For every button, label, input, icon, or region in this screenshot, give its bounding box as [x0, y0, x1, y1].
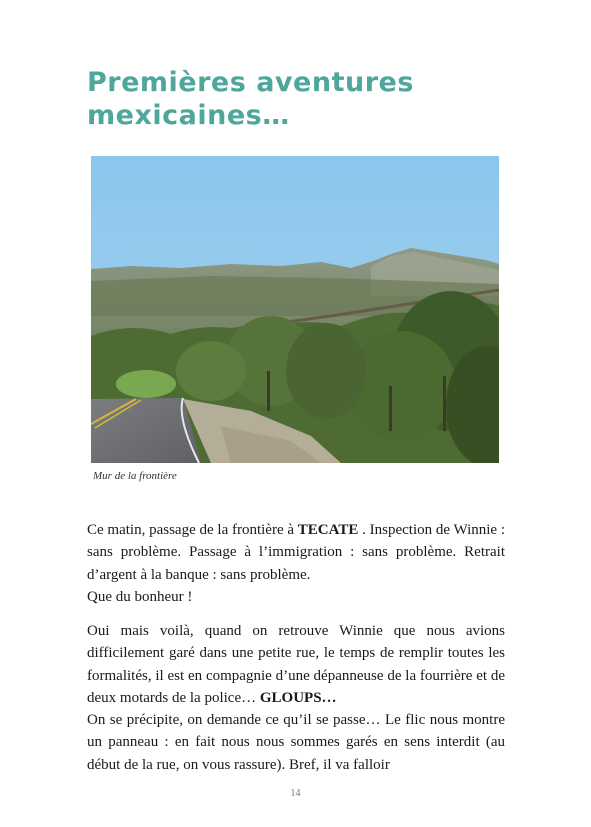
paragraph-1-exclamation: Que du bonheur !: [87, 588, 193, 605]
border-wall-photo: [91, 156, 499, 463]
paragraph-2-continuation: On se précipite, on demande ce qu’il se passe… Le flic nous montre un panneau : en fait nous nous sommes garés en sens interdit (au début de la rue, on vous rassure). Bref, il va falloir: [87, 712, 505, 773]
paragraph-1-text-end: . Inspection de Winnie : sans problème. Passage à l’immigration : sans problème. Retrait d’argent à la banque : sans problème.: [87, 522, 505, 583]
paragraph-2-text: [87, 620, 505, 709]
tecate-bold: TECATE: [297, 522, 359, 538]
page-title-line-2: mexicaines…: [87, 100, 290, 131]
page-number: 14: [290, 788, 301, 799]
paragraph-2: [87, 620, 505, 776]
paragraph-1: [87, 519, 505, 608]
paragraph-2-text-start: Oui mais voilà, quand on retrouve Winnie que nous avions difficilement garé dans une petite rue, le temps de remplir toutes les formalités, il est en compagnie d’une dépanneuse de la fourrière et de deux motards de la police…: [87, 623, 505, 706]
gloups-bold: GLOUPS…: [259, 689, 337, 706]
paragraph-1-text-start: Ce matin, passage de la frontière à: [87, 522, 298, 538]
page-title: [87, 66, 527, 132]
paragraph-1-text: [87, 519, 505, 586]
page-title-line-1: Premières aventures: [87, 67, 414, 98]
photo-caption: Mur de la frontière: [93, 470, 177, 482]
